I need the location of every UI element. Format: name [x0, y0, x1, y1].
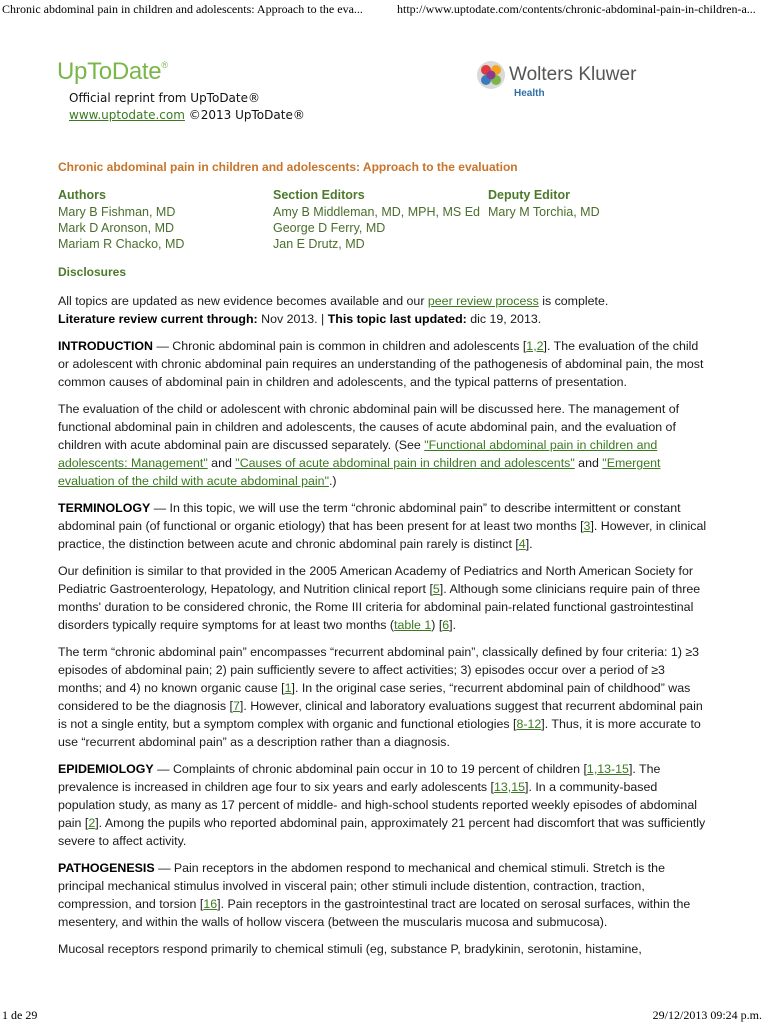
table-link[interactable]: table 1: [394, 618, 432, 632]
topic-link[interactable]: "Emergent evaluation of the child with acute abdominal pain": [58, 456, 661, 488]
definition-paragraph: Our definition is similar to that provided in the 2005 American Academy of Pediatrics and North American Society for Pediatric Gastroenterology, Hepatology, and Nutrition clinical report [5]. Although some clinicians require pain of three months' duration to be considered chronic, the Rome III criteria for abdominal pain-related functional gastrointestinal disorders typically require symptoms for at least two months (table 1) [6].: [58, 564, 701, 632]
wolters-kluwer-logo: [476, 58, 666, 98]
authors-heading: Authors: [58, 188, 106, 202]
epidemiology-heading: EPIDEMIOLOGY: [58, 762, 154, 776]
page-counter: 1 de 29: [2, 1008, 38, 1022]
wolters-kluwer-emblem-icon: [476, 60, 506, 90]
mucosal-paragraph: Mucosal receptors respond primarily to chemical stimuli (eg, substance P, bradykinin, serotonin, histamine,: [58, 942, 642, 956]
article-body: [58, 292, 710, 967]
deputy-editor-heading: Deputy Editor: [488, 188, 570, 202]
epidemiology-paragraph: EPIDEMIOLOGY — Complaints of chronic abdominal pain occur in 10 to 19 percent of children [1,13-15]. The prevalence is increased in children age four to six years and early adolescents [13,15]. In a community-based population study, as many as 17 percent of middle- and high-school students reported weekly episodes of abdominal pain [2]. Among the pupils who reported abdominal pain, approximately 21 percent had discomfort that was sufficiently severe to affect activity.: [58, 762, 706, 848]
copyright: ©2013 UpToDate®: [188, 108, 305, 122]
section-editors-heading: Section Editors: [273, 188, 365, 202]
print-header-url: http://www.uptodate.com/contents/chronic-abdominal-pain-in-children-a...: [397, 2, 756, 16]
introduction-paragraph: INTRODUCTION — Chronic abdominal pain is common in children and adolescents [1,2]. The evaluation of the child or adolescent with chronic abdominal pain requires an understanding of the pathogenesis of abdominal pain, the most common causes of abdominal pain in children and adolescents, and the typical patterns of presentation.: [58, 339, 704, 389]
reprint-line: Official reprint from UpToDate®: [69, 91, 260, 105]
reference-link[interactable]: 1,2: [526, 339, 544, 353]
author[interactable]: Mark D Aronson, MD: [58, 221, 175, 235]
author[interactable]: Mary B Fishman, MD: [58, 205, 176, 219]
reference-link[interactable]: 13,15: [493, 780, 525, 794]
topic-link[interactable]: "Functional abdominal pain in children and adolescents: Management": [58, 438, 658, 470]
uptodate-logo: UpToDate®: [57, 58, 168, 85]
print-header-title: Chronic abdominal pain in children and adolescents: Approach to the eva...: [2, 2, 363, 16]
terminology-paragraph: TERMINOLOGY — In this topic, we will use the term “chronic abdominal pain” to describe intermittent or constant abdominal pain (of functional or organic etiology) that has been present for at least two months [3]. However, in clinical practice, the distinction between acute and chronic abdominal pain rarely is distinct [4].: [58, 501, 707, 551]
evaluation-paragraph: The evaluation of the child or adolescent with chronic abdominal pain will be discussed here. The management of functional abdominal pain in children and adolescents, the causes of acute abdominal pain, and the evaluation of children with acute abdominal pain are discussed separately. (See "Functional abdominal pain in children and adolescents: Management" and "Causes of acute abdominal pain in children and adolescents" and "Emergent evaluation of the child with acute abdominal pain".): [58, 402, 680, 488]
terminology-heading: TERMINOLOGY: [58, 501, 151, 515]
introduction-heading: INTRODUCTION: [58, 339, 153, 353]
reference-link[interactable]: 1: [284, 681, 292, 695]
review-status: All topics are updated as new evidence becomes available and our peer review process is complete. Literature review current through: Nov 2013. | This topic last updated: dic 19, 2013.: [58, 294, 609, 326]
reference-link[interactable]: 2: [88, 816, 96, 830]
reference-link[interactable]: 5: [432, 582, 440, 596]
authors-column: [58, 187, 184, 252]
topic-link[interactable]: "Causes of acute abdominal pain in children and adolescents": [235, 456, 575, 470]
pathogenesis-heading: PATHOGENESIS: [58, 861, 155, 875]
publisher-name: Wolters Kluwer: [509, 64, 637, 85]
print-header: [0, 0, 768, 18]
recurrent-pain-paragraph: The term “chronic abdominal pain” encompasses “recurrent abdominal pain”, classically defined by four criteria: 1) ≥3 episodes of abdominal pain; 2) pain sufficiently severe to affect activities; 3) episodes occur over a period of ≥3 months; and 4) no known organic cause [1]. In the original case series, “recurrent abdominal pain of childhood” was considered to be the diagnosis [7]. However, clinical and laboratory evaluations suggest that recurrent abdominal pain is not a single entity, but a symptom complex with organic and functional etiologies [8-12]. Thus, it is more accurate to use “recurrent abdominal pain” as a description rather than a diagnosis.: [58, 645, 703, 749]
print-datetime: 29/12/2013 09:24 p.m.: [652, 1008, 762, 1022]
publisher-division: Health: [514, 88, 545, 99]
reference-link[interactable]: 3: [583, 519, 591, 533]
article-title: Chronic abdominal pain in children and adolescents: Approach to the evaluation: [58, 160, 518, 174]
reference-link[interactable]: 16: [203, 897, 218, 911]
reprint-notice: [69, 90, 305, 124]
disclosures-link[interactable]: Disclosures: [58, 265, 127, 279]
reference-link[interactable]: 7: [232, 699, 240, 713]
section-editor[interactable]: Amy B Middleman, MD, MPH, MS Ed: [273, 205, 480, 219]
reference-link[interactable]: 4: [518, 537, 526, 551]
section-editor[interactable]: Jan E Drutz, MD: [273, 237, 365, 251]
peer-review-link[interactable]: peer review process: [427, 294, 539, 308]
reference-link[interactable]: 1,13-15: [586, 762, 629, 776]
deputy-editor-column: [488, 187, 600, 220]
pathogenesis-paragraph: PATHOGENESIS — Pain receptors in the abdomen respond to mechanical and chemical stimuli. Stretch is the principal mechanical stimulus involved in visceral pain; other stimuli include distention, contraction, traction, compression, and torsion [16]. Pain receptors in the gastrointestinal tract are located on serosal surfaces, within the mesentery, and within the walls of hollow viscera (between the muscularis mucosa and submucosa).: [58, 861, 691, 929]
deputy-editor[interactable]: Mary M Torchia, MD: [488, 205, 600, 219]
uptodate-site-link[interactable]: www.uptodate.com: [69, 108, 185, 122]
section-editors-column: [273, 187, 480, 252]
section-editor[interactable]: George D Ferry, MD: [273, 221, 386, 235]
author[interactable]: Mariam R Chacko, MD: [58, 237, 185, 251]
print-footer: [0, 1006, 768, 1024]
reference-link[interactable]: 8-12: [516, 717, 542, 731]
reference-link[interactable]: 6: [442, 618, 450, 632]
